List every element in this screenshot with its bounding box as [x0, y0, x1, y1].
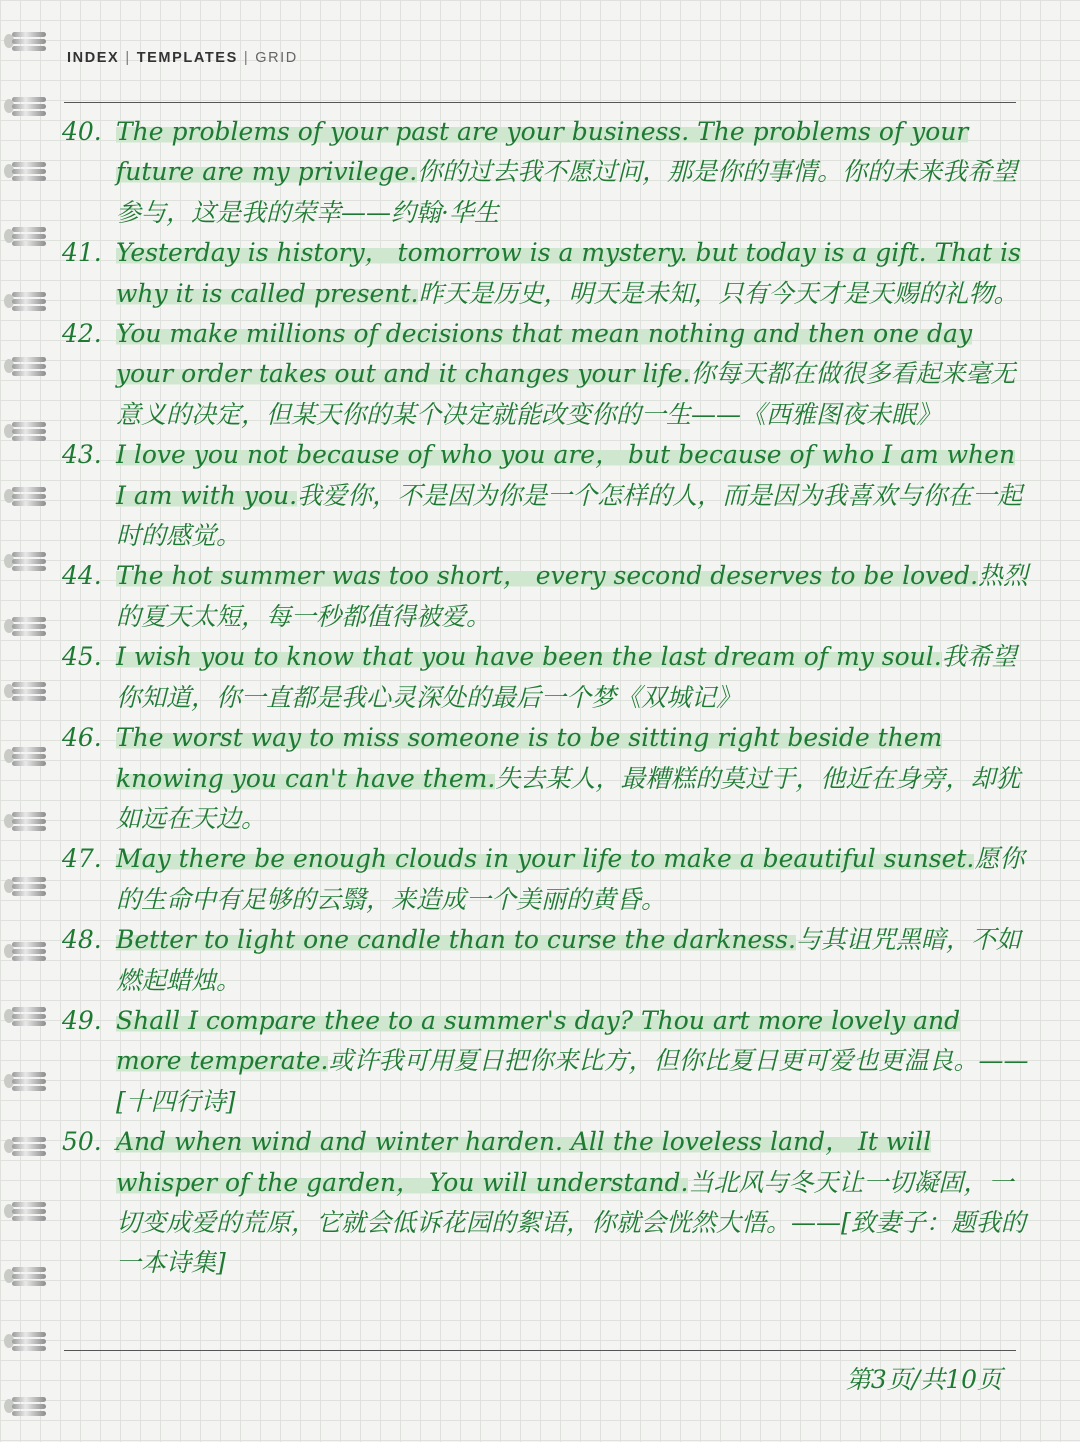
binding-ring: [12, 93, 46, 119]
english-quote: Better to light one candle than to curse the darkness.: [116, 925, 796, 955]
binding-ring: [12, 1133, 46, 1159]
entry-number: 50.: [62, 1127, 102, 1157]
entry-number: 42.: [62, 319, 102, 349]
binding-ring: [12, 1263, 46, 1289]
chinese-translation: 当北风与冬天让一切凝固，一切变成爱的荒原，它就会低诉花园的絮语，你就会恍然大悟。——[致妻子：题我的一本诗集]: [116, 1167, 1026, 1278]
english-quote: The problems of your past are your business. The problems of your future are my privilege.: [116, 117, 969, 187]
nav-separator: |: [243, 50, 250, 66]
chinese-translation: 与其诅咒黑暗，不如燃起蜡烛。: [116, 925, 1021, 995]
binding-ring: [12, 678, 46, 704]
binding-ring: [12, 1198, 46, 1224]
english-quote: The hot summer was too short， every second deserves to be loved.: [116, 561, 979, 591]
breadcrumb: [67, 50, 298, 66]
nav-grid[interactable]: GRID: [255, 50, 298, 66]
chinese-translation: 愿你的生命中有足够的云翳，来造成一个美丽的黄昏。: [116, 844, 1025, 914]
english-quote: You make millions of decisions that mean nothing and then one day your order takes out and it changes your life.: [116, 319, 973, 389]
bottom-divider: [64, 1350, 1016, 1351]
binding-ring: [12, 613, 46, 639]
chinese-translation: 你的过去我不愿过问，那是你的事情。你的未来我希望参与，这是我的荣幸——约翰·华生: [116, 157, 1018, 227]
list-item: [62, 112, 1042, 233]
binding-ring: [12, 1393, 46, 1419]
binding-ring: [12, 158, 46, 184]
list-item: [62, 637, 1042, 718]
binding-ring: [12, 1003, 46, 1029]
english-quote: I love you not because of who you are， but because of who I am when I am with you.: [116, 440, 1016, 510]
top-divider: [64, 102, 1016, 103]
list-item: [62, 1001, 1042, 1122]
entry-number: 47.: [62, 844, 102, 874]
list-item: [62, 718, 1042, 839]
binding-ring: [12, 483, 46, 509]
spiral-binding: [0, 28, 52, 1428]
list-item: [62, 920, 1042, 1001]
entry-number: 41.: [62, 238, 102, 268]
chinese-translation: 你每天都在做很多看起来毫无意义的决定，但某天你的某个决定就能改变你的一生——《西雅图夜未眠》: [116, 359, 1016, 429]
nav-templates[interactable]: TEMPLATES: [136, 50, 238, 66]
binding-ring: [12, 223, 46, 249]
list-item: [62, 314, 1042, 435]
list-item: [62, 1122, 1042, 1284]
english-quote: The worst way to miss someone is to be sitting right beside them knowing you can't have them.: [116, 723, 943, 793]
english-quote: May there be enough clouds in your life to make a beautiful sunset.: [116, 844, 975, 874]
english-quote: And when wind and winter harden. All the loveless land， It will whisper of the garden， You will understand.: [116, 1127, 932, 1197]
chinese-translation: 我希望你知道，你一直都是我心灵深处的最后一个梦《双城记》: [116, 642, 1017, 712]
binding-ring: [12, 938, 46, 964]
english-quote: Shall I compare thee to a summer's day? Thou art more lovely and more temperate.: [116, 1005, 961, 1076]
binding-ring: [12, 808, 46, 834]
quote-list: [62, 112, 1042, 1284]
list-item: [62, 556, 1042, 637]
entry-number: 40.: [62, 117, 102, 146]
english-quote: Yesterday is history， tomorrow is a mystery. but today is a gift. That is why it is called present.: [116, 238, 1021, 308]
english-quote: I wish you to know that you have been the last dream of my soul.: [116, 642, 942, 672]
chinese-translation: 我爱你，不是因为你是一个怎样的人，而是因为我喜欢与你在一起时的感觉。: [116, 480, 1023, 551]
binding-ring: [12, 288, 46, 314]
binding-ring: [12, 418, 46, 444]
chinese-translation: 昨天是历史，明天是未知，只有今天才是天赐的礼物。: [418, 278, 1019, 308]
binding-ring: [12, 873, 46, 899]
chinese-translation: 热烈的夏天太短，每一秒都值得被爱。: [116, 561, 1029, 631]
page-number: 第3页/共10页: [845, 1365, 1002, 1394]
list-item: [62, 839, 1042, 920]
list-item: [62, 233, 1042, 314]
chinese-translation: 失去某人，最糟糕的莫过于，他近在身旁，却犹如远在天边。: [116, 763, 1021, 833]
list-item: [62, 435, 1042, 556]
entry-number: 44.: [62, 561, 102, 591]
entry-number: 45.: [62, 642, 102, 672]
entry-number: 43.: [62, 440, 102, 470]
binding-ring: [12, 28, 46, 54]
entry-number: 49.: [62, 1005, 102, 1035]
nav-separator: |: [125, 50, 131, 66]
chinese-translation: 或许我可用夏日把你来比方，但你比夏日更可爱也更温良。——[十四行诗]: [116, 1046, 1029, 1116]
binding-ring: [12, 743, 46, 769]
binding-ring: [12, 1068, 46, 1094]
entry-number: 48.: [62, 925, 102, 955]
binding-ring: [12, 353, 46, 379]
entry-number: 46.: [62, 723, 102, 753]
binding-ring: [12, 1328, 46, 1354]
binding-ring: [12, 548, 46, 574]
nav-index[interactable]: INDEX: [67, 50, 120, 66]
